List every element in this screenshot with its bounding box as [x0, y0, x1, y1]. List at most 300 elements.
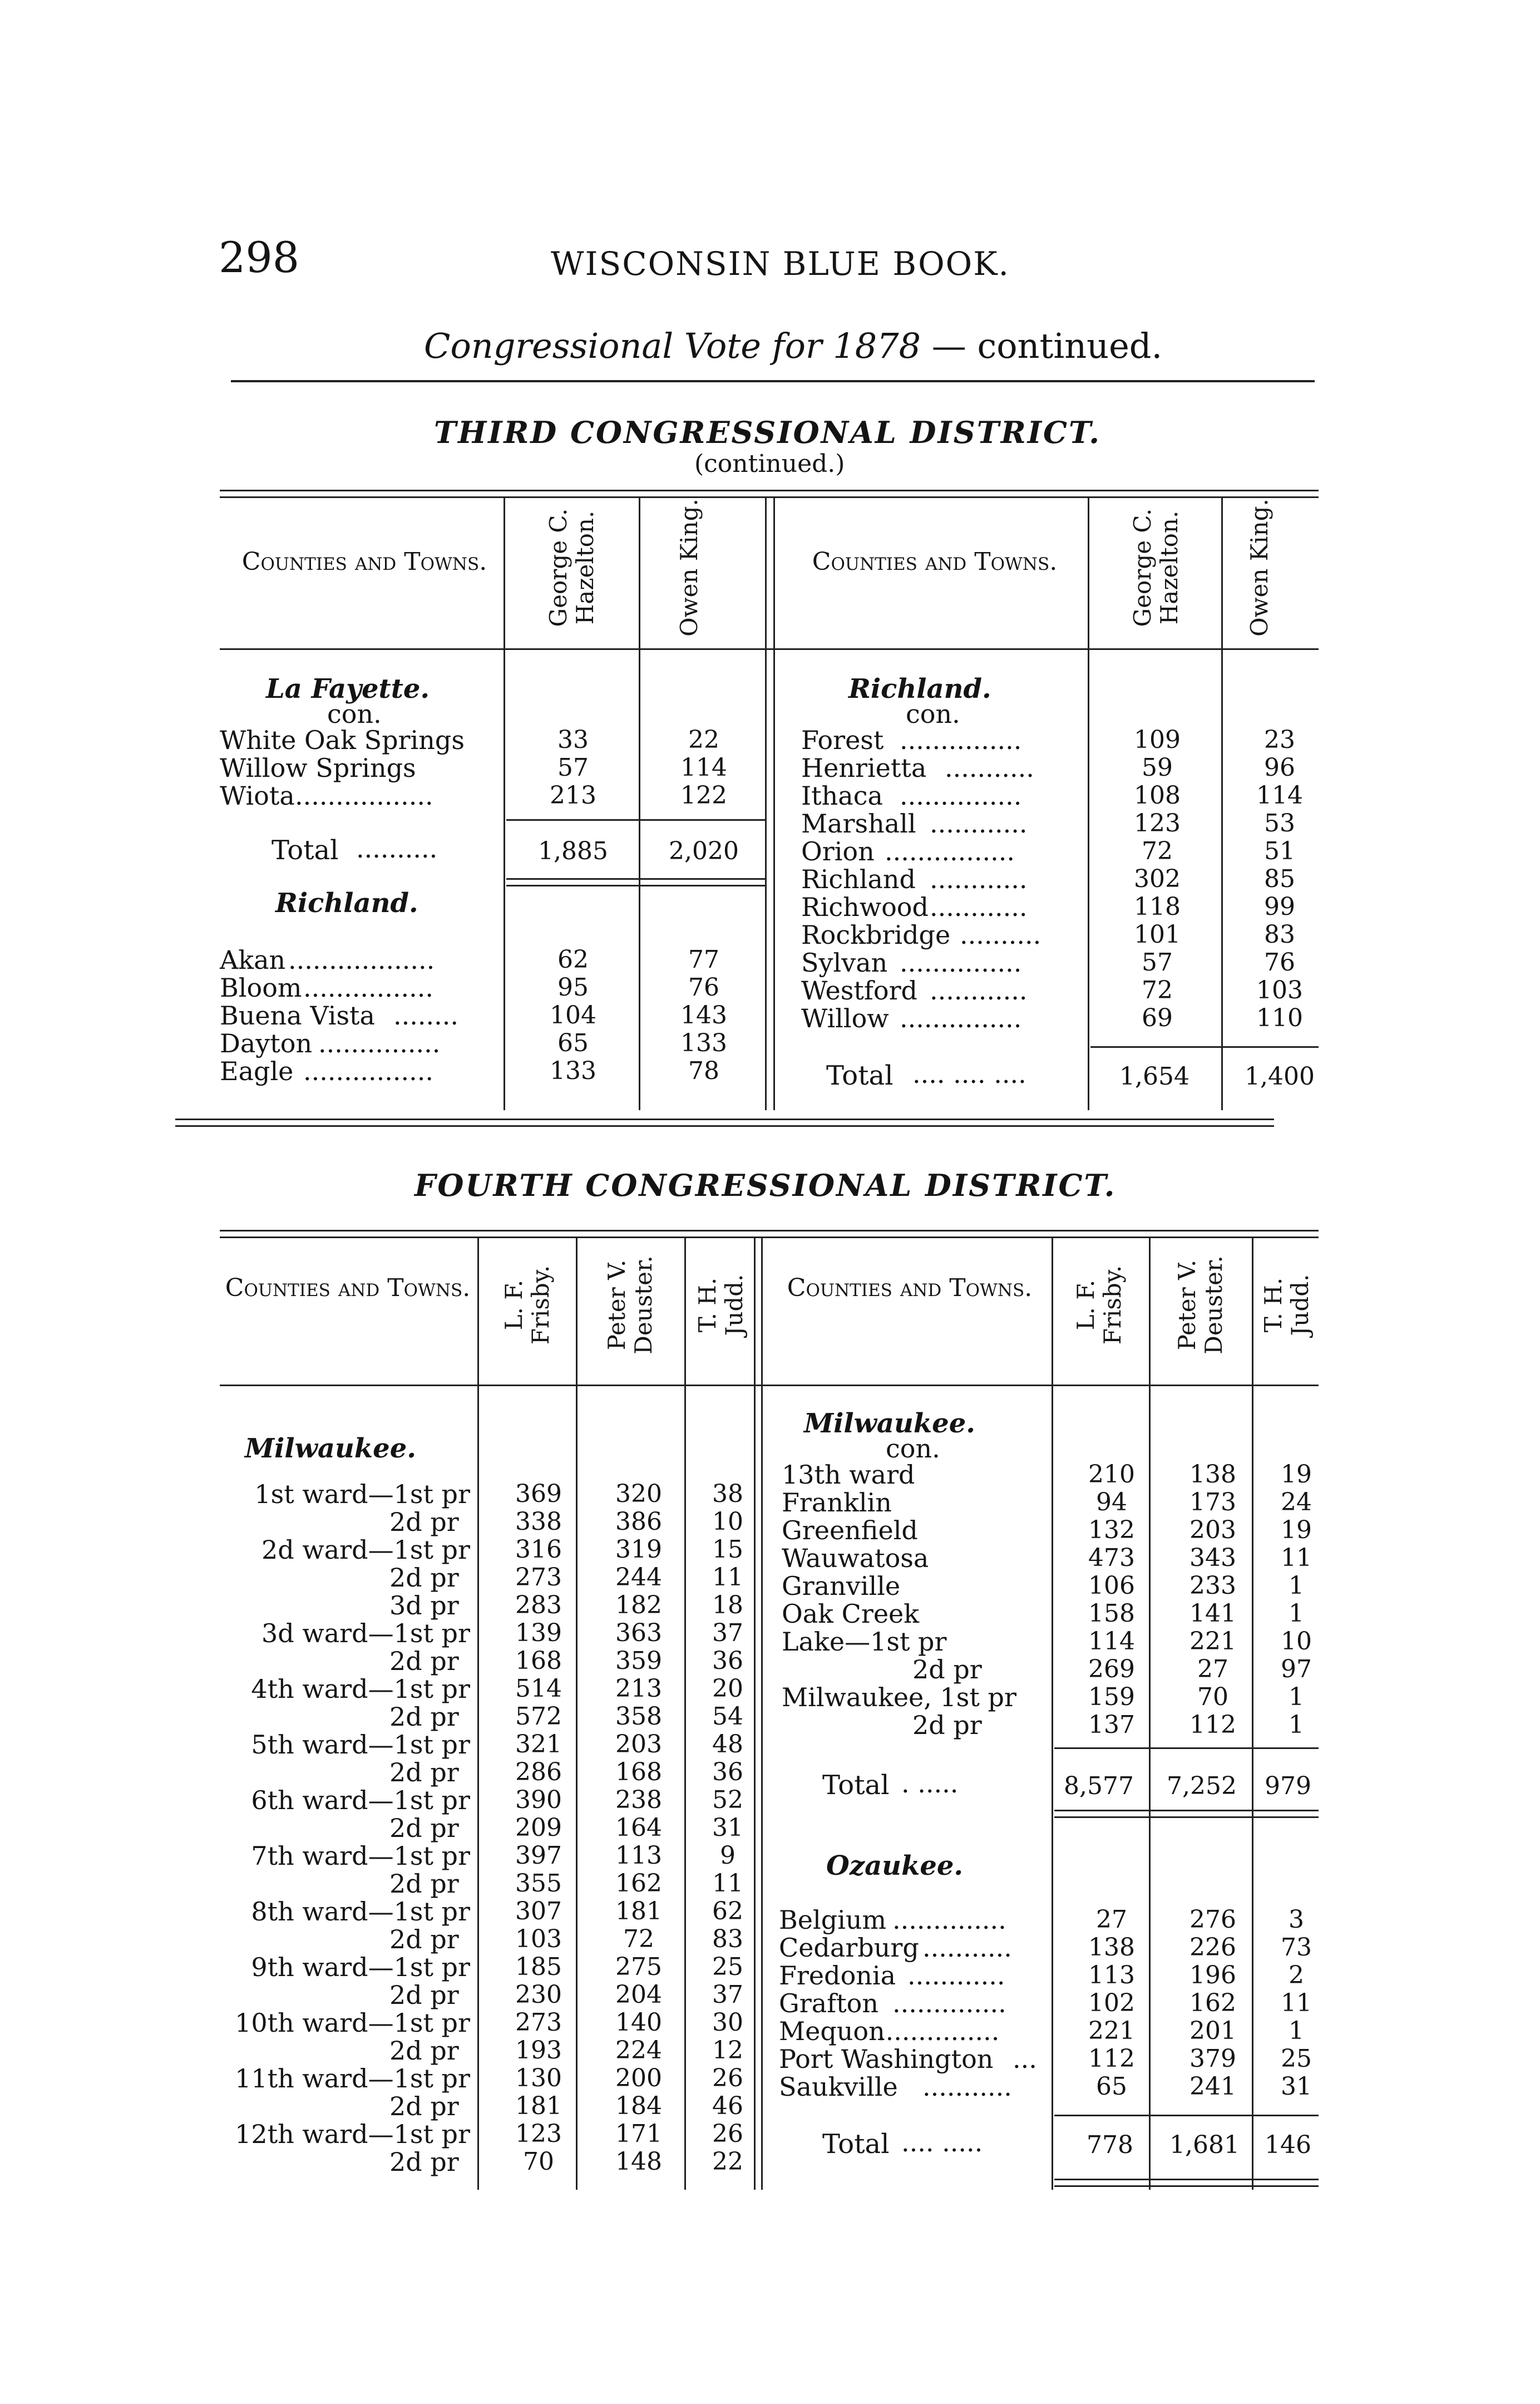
fourth-right-vote-deuster: 141 [1189, 1599, 1236, 1628]
fourth-left-ward: 3d ward—1st pr [261, 1618, 470, 1648]
leader-dots: ............... [900, 725, 1022, 755]
leader-dots: ............... [900, 1003, 1022, 1033]
fourth-left-ward: 8th ward—1st pr [251, 1896, 470, 1927]
fourth-right-vote-frisby: 94 [1096, 1488, 1127, 1516]
fourth-left-candidate-2-line1: Peter V. [603, 1259, 630, 1351]
fourth-right-vote-frisby: 112 [1088, 2045, 1135, 2073]
fourth-right-vote-deuster: 138 [1189, 1460, 1236, 1489]
leader-dots: ........... [922, 2072, 1012, 2102]
fourth-right-total1-judd: 979 [1265, 1772, 1311, 1800]
fourth-left-vote-frisby: 70 [523, 2147, 554, 2176]
third-right-vote-hazelton: 302 [1134, 865, 1181, 893]
fourth-left-vote-deuster: 181 [615, 1897, 662, 1925]
fourth-right-total2-frisby: 778 [1087, 2131, 1133, 2159]
third-right-town: Marshall [801, 809, 916, 839]
third-right-vote-king: 103 [1256, 976, 1303, 1004]
fourth-left-vote-deuster: 164 [615, 1814, 662, 1842]
third-right-vote-hazelton: 57 [1142, 948, 1173, 977]
fourth-right-total1-frisby: 8,577 [1064, 1772, 1134, 1800]
leader-dots: ........... [945, 753, 1034, 783]
fourth-left-ward: 2d pr [389, 1563, 459, 1593]
third-left-town: Willow Springs [220, 753, 416, 783]
third-right-vote-hazelton: 118 [1134, 893, 1181, 921]
fourth-right-vote-judd: 11 [1281, 1544, 1312, 1572]
leader-dots: ............ [930, 892, 1028, 922]
fourth-right-vote-frisby: 106 [1088, 1572, 1135, 1600]
fourth-right-vote-judd: 2 [1289, 1961, 1304, 1989]
fourth-left-vote-frisby: 321 [515, 1730, 562, 1758]
fourth-right-town: Fredonia [779, 1960, 896, 1991]
fourth-right-vote-judd: 1 [1289, 2017, 1304, 2045]
fourth-left-vote-deuster: 204 [615, 1981, 662, 2009]
fourth-right-vote-frisby: 159 [1088, 1683, 1135, 1711]
third-left-town: Akan [220, 945, 286, 975]
fourth-right-candidate-2 [1174, 1221, 1230, 1388]
third-left-total-label: Total [272, 835, 339, 866]
fourth-right-town: Oak Creek [782, 1599, 920, 1629]
fourth-left-vote-frisby: 130 [515, 2064, 562, 2092]
leader-dots: ............... [877, 2016, 1000, 2046]
third-right-town: Richland [801, 864, 916, 894]
third-right-town: Richwood [801, 892, 929, 922]
fourth-right-vote-judd: 10 [1281, 1627, 1312, 1656]
fourth-right-vote-judd: 97 [1281, 1655, 1312, 1683]
fourth-right-vote-frisby: 113 [1088, 1961, 1135, 1989]
third-right-vote-king: 23 [1264, 726, 1295, 754]
third-right-vote-hazelton: 123 [1134, 809, 1181, 838]
fourth-top-rule-2 [220, 1237, 1319, 1238]
third-left-vote-hazelton: 62 [557, 945, 589, 974]
fourth-right-vote-judd: 73 [1281, 1933, 1312, 1962]
leader-dots: ............ [930, 809, 1028, 839]
fourth-left-vote-frisby: 283 [515, 1591, 562, 1619]
fourth-right-vote-deuster: 201 [1189, 2017, 1236, 2045]
fourth-left-section-milwaukee: Milwaukee. [245, 1433, 416, 1464]
fourth-left-vote-judd: 31 [712, 1814, 743, 1842]
fourth-left-vote-frisby: 355 [515, 1869, 562, 1898]
fourth-left-candidate-3-line2: Judd. [720, 1274, 748, 1336]
fourth-right-con: con. [886, 1433, 940, 1464]
fourth-left-ward: 2d pr [389, 1980, 459, 2010]
fourth-left-vote-deuster: 140 [615, 2008, 662, 2037]
fourth-left-candidate-2-line2: Deuster. [630, 1255, 657, 1354]
fourth-left-vote-frisby: 514 [515, 1674, 562, 1703]
fourth-left-vote-judd: 26 [712, 2064, 743, 2092]
fourth-right-total2-label: Total [822, 2129, 890, 2160]
fourth-right-total2-rule [1054, 2179, 1319, 2180]
fourth-right-vote-deuster: 196 [1189, 1961, 1236, 1989]
fourth-right-candidate-3-line1: T. H. [1260, 1277, 1287, 1333]
fourth-right-vote-judd: 1 [1289, 1711, 1304, 1739]
fourth-left-vote-deuster: 162 [615, 1869, 662, 1898]
fourth-left-counties-header [209, 1274, 487, 1302]
fourth-left-vote-judd: 62 [712, 1897, 743, 1925]
third-left-vote-king: 114 [680, 753, 727, 782]
third-right-vote-hazelton: 109 [1134, 726, 1181, 754]
fourth-left-vote-frisby: 193 [515, 2036, 562, 2065]
third-left-town: Bloom [220, 973, 302, 1003]
fourth-left-ward: 2d pr [389, 1813, 459, 1843]
fourth-left-vote-frisby: 273 [515, 2008, 562, 2037]
third-right-vote-king: 51 [1264, 837, 1295, 865]
fourth-right-section-milwaukee: Milwaukee. [804, 1408, 975, 1439]
fourth-right-vote-judd: 1 [1289, 1683, 1304, 1711]
fourth-right-vote-deuster: 379 [1189, 2045, 1236, 2073]
fourth-right-counties-header-text: Counties and Towns. [787, 1274, 1033, 1302]
fourth-left-vote-frisby: 338 [515, 1508, 562, 1536]
third-left-vote-king: 78 [688, 1057, 719, 1085]
fourth-right-total-rule-2 [1054, 1816, 1319, 1818]
fourth-right-town: 2d pr [912, 1654, 982, 1684]
fourth-right-vote-judd: 3 [1289, 1905, 1304, 1934]
third-right-vote-king: 85 [1264, 865, 1295, 893]
fourth-col-rule [477, 1237, 479, 2190]
fourth-right-vote-frisby: 210 [1088, 1460, 1135, 1489]
fourth-left-vote-frisby: 230 [515, 1981, 562, 2009]
fourth-left-candidate-1-line1: L. F. [500, 1279, 527, 1331]
fourth-left-ward: 3d pr [389, 1590, 459, 1620]
fourth-right-subtotal2-rule [1054, 2115, 1319, 2116]
fourth-right-vote-judd: 19 [1281, 1516, 1312, 1544]
fourth-left-vote-deuster: 203 [615, 1730, 662, 1758]
fourth-left-vote-deuster: 224 [615, 2036, 662, 2065]
third-right-vote-king: 53 [1264, 809, 1295, 838]
fourth-right-total2-judd: 146 [1265, 2131, 1311, 2159]
third-right-town: Sylvan [801, 948, 888, 978]
fourth-right-total2-rule-2 [1054, 2185, 1319, 2187]
fourth-right-candidate-3-line2: Judd. [1286, 1274, 1314, 1336]
third-left-vote-hazelton: 33 [557, 726, 589, 754]
fourth-right-vote-judd: 19 [1281, 1460, 1312, 1489]
third-right-vote-king: 83 [1264, 920, 1295, 949]
third-right-town: Henrietta [801, 753, 927, 783]
third-left-vote-king: 76 [688, 973, 719, 1002]
third-left-vote-hazelton: 213 [550, 781, 596, 810]
third-right-town: Orion [801, 836, 875, 866]
fourth-right-vote-deuster: 112 [1189, 1711, 1236, 1739]
fourth-left-vote-frisby: 181 [515, 2092, 562, 2120]
third-right-vote-king: 114 [1256, 781, 1303, 810]
fourth-right-candidate-2-line1: Peter V. [1173, 1259, 1201, 1351]
third-right-vote-hazelton: 72 [1142, 837, 1173, 865]
fourth-left-vote-judd: 83 [712, 1925, 743, 1953]
third-left-candidate-1-line1: George C. [545, 508, 572, 627]
fourth-left-ward: 1st ward—1st pr [254, 1479, 470, 1509]
third-left-vote-king: 133 [680, 1029, 727, 1057]
fourth-right-vote-deuster: 233 [1189, 1572, 1236, 1600]
fourth-left-vote-judd: 15 [712, 1535, 743, 1564]
leader-dots: ............... [318, 1028, 441, 1058]
fourth-right-vote-judd: 1 [1289, 1599, 1304, 1628]
leader-dots: . ..... [901, 1768, 959, 1799]
fourth-left-vote-judd: 10 [712, 1508, 743, 1536]
fourth-right-vote-judd: 25 [1281, 2045, 1312, 2073]
fourth-left-vote-deuster: 113 [615, 1841, 662, 1870]
fourth-right-vote-frisby: 137 [1088, 1711, 1135, 1739]
fourth-left-vote-judd: 54 [712, 1702, 743, 1731]
fourth-top-rule [220, 1230, 1319, 1231]
third-left-candidate-1-line2: Hazelton. [571, 510, 599, 625]
fourth-left-ward: 2d ward—1st pr [261, 1535, 470, 1565]
third-left-vote-king: 22 [688, 726, 719, 754]
fourth-right-section-ozaukee: Ozaukee. [826, 1850, 964, 1881]
caption-continued: — continued. [921, 326, 1163, 366]
leader-dots: .............. [892, 1905, 1006, 1935]
third-right-vote-hazelton: 59 [1142, 753, 1173, 782]
fourth-left-vote-judd: 12 [712, 2036, 743, 2065]
fourth-right-vote-frisby: 102 [1088, 1989, 1135, 2017]
fourth-left-vote-frisby: 286 [515, 1758, 562, 1786]
leader-dots: ............ [930, 864, 1028, 894]
fourth-left-vote-deuster: 182 [615, 1591, 662, 1619]
fourth-left-vote-judd: 11 [712, 1869, 743, 1898]
third-right-town: Forest [801, 725, 884, 755]
third-right-vote-hazelton: 101 [1134, 920, 1181, 949]
fourth-right-vote-frisby: 158 [1088, 1599, 1135, 1628]
fourth-left-candidate-3 [694, 1221, 750, 1388]
fourth-left-vote-judd: 9 [720, 1841, 736, 1870]
fourth-right-total-rule [1054, 1810, 1319, 1811]
fourth-left-vote-frisby: 307 [515, 1897, 562, 1925]
fourth-left-vote-frisby: 123 [515, 2120, 562, 2148]
fourth-left-candidate-3-line1: T. H. [694, 1277, 721, 1333]
third-right-vote-hazelton: 69 [1142, 1004, 1173, 1032]
fourth-left-candidate-2 [604, 1221, 659, 1388]
fourth-left-ward: 2d pr [389, 2036, 459, 2066]
fourth-left-ward: 5th ward—1st pr [251, 1730, 470, 1760]
fourth-left-vote-judd: 52 [712, 1786, 743, 1814]
third-left-counties-header-text: Counties and Towns. [241, 548, 487, 576]
fourth-right-vote-deuster: 162 [1189, 1989, 1236, 2017]
fourth-left-vote-frisby: 139 [515, 1619, 562, 1647]
leader-dots: ................ [303, 973, 433, 1003]
third-district-subtitle: (continued.) [694, 450, 845, 478]
fourth-left-vote-deuster: 386 [615, 1508, 662, 1536]
fourth-left-ward: 11th ward—1st pr [235, 2063, 470, 2093]
fourth-left-vote-frisby: 390 [515, 1786, 562, 1814]
third-left-town: White Oak Springs [220, 725, 465, 755]
fourth-right-vote-deuster: 241 [1189, 2072, 1236, 2101]
fourth-right-vote-judd: 11 [1281, 1989, 1312, 2017]
third-left-section-lafayette: La Fayette. [266, 673, 430, 705]
leader-dots: ................ [885, 836, 1015, 866]
fourth-right-candidate-1-line2: Frisby. [1099, 1265, 1126, 1345]
fourth-left-ward: 2d pr [389, 1646, 459, 1676]
third-right-con: con. [906, 699, 960, 729]
fourth-right-town: 2d pr [912, 1710, 982, 1740]
third-left-town: Buena Vista [220, 1001, 375, 1031]
fourth-left-vote-judd: 11 [712, 1563, 743, 1592]
third-right-vote-king: 99 [1264, 893, 1295, 921]
fourth-left-vote-judd: 18 [712, 1591, 743, 1619]
third-left-vote-hazelton: 65 [557, 1029, 589, 1057]
third-right-total-king: 1,400 [1245, 1062, 1315, 1091]
leader-dots: ... [1013, 2044, 1037, 2074]
fourth-right-vote-deuster: 276 [1189, 1905, 1236, 1934]
fourth-right-vote-judd: 24 [1281, 1488, 1312, 1516]
fourth-right-vote-deuster: 27 [1197, 1655, 1228, 1683]
third-left-vote-hazelton: 133 [550, 1057, 596, 1085]
fourth-left-ward: 7th ward—1st pr [251, 1841, 470, 1871]
third-right-town: Ithaca [801, 781, 883, 811]
fourth-left-vote-frisby: 273 [515, 1563, 562, 1592]
third-district-title: THIRD CONGRESSIONAL DISTRICT. [434, 415, 1102, 450]
fourth-right-town: Cedarburg [779, 1933, 919, 1963]
fourth-right-vote-frisby: 269 [1088, 1655, 1135, 1683]
third-left-con: con. [327, 699, 382, 729]
fourth-left-vote-deuster: 213 [615, 1674, 662, 1703]
fourth-left-vote-frisby: 316 [515, 1535, 562, 1564]
fourth-right-vote-judd: 1 [1289, 1572, 1304, 1600]
fourth-right-town: Franklin [782, 1487, 892, 1518]
fourth-left-vote-deuster: 171 [615, 2120, 662, 2148]
fourth-left-ward: 2d pr [389, 1507, 459, 1537]
third-left-town: Dayton [220, 1028, 313, 1058]
fourth-right-town: Mequon [779, 2016, 885, 2046]
fourth-right-vote-deuster: 226 [1189, 1933, 1236, 1962]
fourth-right-total1-deuster: 7,252 [1167, 1772, 1237, 1800]
fourth-left-vote-judd: 30 [712, 2008, 743, 2037]
fourth-right-total2-deuster: 1,681 [1169, 2131, 1240, 2159]
fourth-right-vote-frisby: 473 [1088, 1544, 1135, 1572]
fourth-left-ward: 2d pr [389, 1924, 459, 1954]
leader-dots: ............ [907, 1960, 1005, 1991]
fourth-right-candidate-2-line2: Deuster. [1200, 1255, 1227, 1354]
third-left-vote-king: 77 [688, 945, 719, 974]
fourth-left-vote-judd: 20 [712, 1674, 743, 1703]
third-right-town: Willow [801, 1003, 889, 1033]
fourth-left-vote-judd: 48 [712, 1730, 743, 1758]
leader-dots: ................ [303, 1056, 433, 1086]
page-number: 298 [219, 233, 300, 282]
fourth-left-ward: 2d pr [389, 1702, 459, 1732]
fourth-right-town: 13th ward [782, 1460, 915, 1490]
fourth-right-vote-deuster: 343 [1189, 1544, 1236, 1572]
fourth-left-vote-deuster: 244 [615, 1563, 662, 1592]
third-right-vote-hazelton: 72 [1142, 976, 1173, 1004]
leader-dots: ........... [922, 1933, 1012, 1963]
fourth-left-vote-frisby: 369 [515, 1480, 562, 1508]
third-right-town: Rockbridge [801, 920, 951, 950]
third-left-vote-hazelton: 95 [557, 973, 589, 1002]
fourth-right-vote-deuster: 221 [1189, 1627, 1236, 1656]
fourth-right-town: Wauwatosa [782, 1543, 929, 1573]
leader-dots: ........ [393, 1001, 458, 1031]
third-right-vote-king: 76 [1264, 948, 1295, 977]
fourth-left-vote-frisby: 185 [515, 1953, 562, 1981]
fourth-left-ward: 9th ward—1st pr [251, 1952, 470, 1982]
fourth-left-vote-frisby: 397 [515, 1841, 562, 1870]
fourth-left-vote-judd: 22 [712, 2147, 743, 2176]
third-right-vote-king: 96 [1264, 753, 1295, 782]
third-left-vote-king: 143 [680, 1001, 727, 1029]
leader-dots: .......... [960, 920, 1042, 950]
fourth-left-vote-deuster: 358 [615, 1702, 662, 1731]
fourth-left-vote-deuster: 363 [615, 1619, 662, 1647]
third-right-town: Westford [801, 976, 917, 1006]
fourth-right-vote-deuster: 70 [1197, 1683, 1228, 1711]
leader-dots: .......... [356, 834, 438, 864]
fourth-left-vote-deuster: 184 [615, 2092, 662, 2120]
fourth-left-vote-frisby: 572 [515, 1702, 562, 1731]
leader-dots: ................. [295, 781, 433, 811]
fourth-left-vote-judd: 36 [712, 1758, 743, 1786]
fourth-right-town: Grafton [779, 1988, 878, 2018]
third-left-vote-king: 122 [680, 781, 727, 810]
fourth-left-candidate-1-line2: Frisby. [527, 1265, 554, 1345]
fourth-left-ward: 2d pr [389, 2091, 459, 2121]
fourth-right-vote-judd: 31 [1281, 2072, 1312, 2101]
third-right-vote-king: 110 [1256, 1004, 1303, 1032]
leader-dots: .................. [288, 945, 435, 975]
fourth-left-vote-deuster: 148 [615, 2147, 662, 2176]
third-left-total-hazelton: 1,885 [538, 837, 608, 865]
fourth-left-ward: 4th ward—1st pr [251, 1674, 470, 1704]
leader-dots: ............... [900, 948, 1022, 978]
fourth-right-candidate-1 [1073, 1221, 1128, 1388]
fourth-left-vote-deuster: 275 [615, 1953, 662, 1981]
fourth-right-town: Lake—1st pr [782, 1627, 947, 1657]
third-right-candidate-1-line1: George C. [1129, 508, 1156, 627]
fourth-left-ward: 2d pr [389, 1869, 459, 1899]
caption-main: Congressional Vote for 1878 [424, 326, 921, 366]
fourth-left-counties-header-text: Counties and Towns. [225, 1274, 471, 1302]
fourth-right-vote-frisby: 65 [1096, 2072, 1127, 2101]
fourth-left-ward: 6th ward—1st pr [251, 1785, 470, 1815]
fourth-left-ward: 2d pr [389, 2147, 459, 2177]
fourth-right-town: Port Washington [779, 2044, 994, 2074]
fourth-right-town: Belgium [779, 1905, 887, 1935]
fourth-right-town: Greenfield [782, 1515, 918, 1545]
third-right-candidate-2: Owen King. [1246, 499, 1273, 637]
fourth-left-vote-deuster: 359 [615, 1647, 662, 1675]
fourth-left-vote-judd: 37 [712, 1619, 743, 1647]
third-left-total-king: 2,020 [669, 837, 739, 865]
fourth-left-vote-judd: 36 [712, 1647, 743, 1675]
third-right-total-label: Total [826, 1060, 894, 1091]
fourth-left-vote-frisby: 168 [515, 1647, 562, 1675]
fourth-right-vote-frisby: 138 [1088, 1933, 1135, 1962]
fourth-right-vote-frisby: 132 [1088, 1516, 1135, 1544]
third-right-section-richland: Richland. [848, 673, 991, 705]
third-left-candidate-2: Owen King. [675, 499, 703, 637]
fourth-left-vote-deuster: 72 [623, 1925, 654, 1953]
fourth-left-vote-judd: 38 [712, 1480, 743, 1508]
fourth-right-vote-deuster: 203 [1189, 1516, 1236, 1544]
fourth-district-title: FOURTH CONGRESSIONAL DISTRICT. [414, 1167, 1117, 1203]
fourth-right-candidate-1-line1: L. F. [1072, 1279, 1099, 1331]
fourth-left-vote-deuster: 168 [615, 1758, 662, 1786]
fourth-left-vote-deuster: 238 [615, 1786, 662, 1814]
fourth-left-vote-deuster: 319 [615, 1535, 662, 1564]
fourth-col-rule [1052, 1237, 1053, 2190]
fourth-right-counties-header [771, 1274, 1049, 1302]
leader-dots: .... .... .... [912, 1059, 1026, 1089]
fourth-right-vote-frisby: 221 [1088, 2017, 1135, 2045]
fourth-right-town: Saukville [779, 2072, 898, 2102]
fourth-left-ward: 2d pr [389, 1757, 459, 1787]
fourth-right-candidate-3 [1260, 1221, 1316, 1388]
leader-dots: .............. [892, 1988, 1006, 2018]
third-left-town: Wiota [220, 781, 295, 811]
third-left-section-richland: Richland. [275, 888, 418, 919]
fourth-left-ward: 12th ward—1st pr [235, 2119, 470, 2149]
fourth-left-vote-deuster: 320 [615, 1480, 662, 1508]
fourth-left-vote-judd: 26 [712, 2120, 743, 2148]
third-right-counties-header-text: Counties and Towns. [812, 548, 1058, 576]
fourth-left-vote-frisby: 209 [515, 1814, 562, 1842]
fourth-left-vote-judd: 25 [712, 1953, 743, 1981]
